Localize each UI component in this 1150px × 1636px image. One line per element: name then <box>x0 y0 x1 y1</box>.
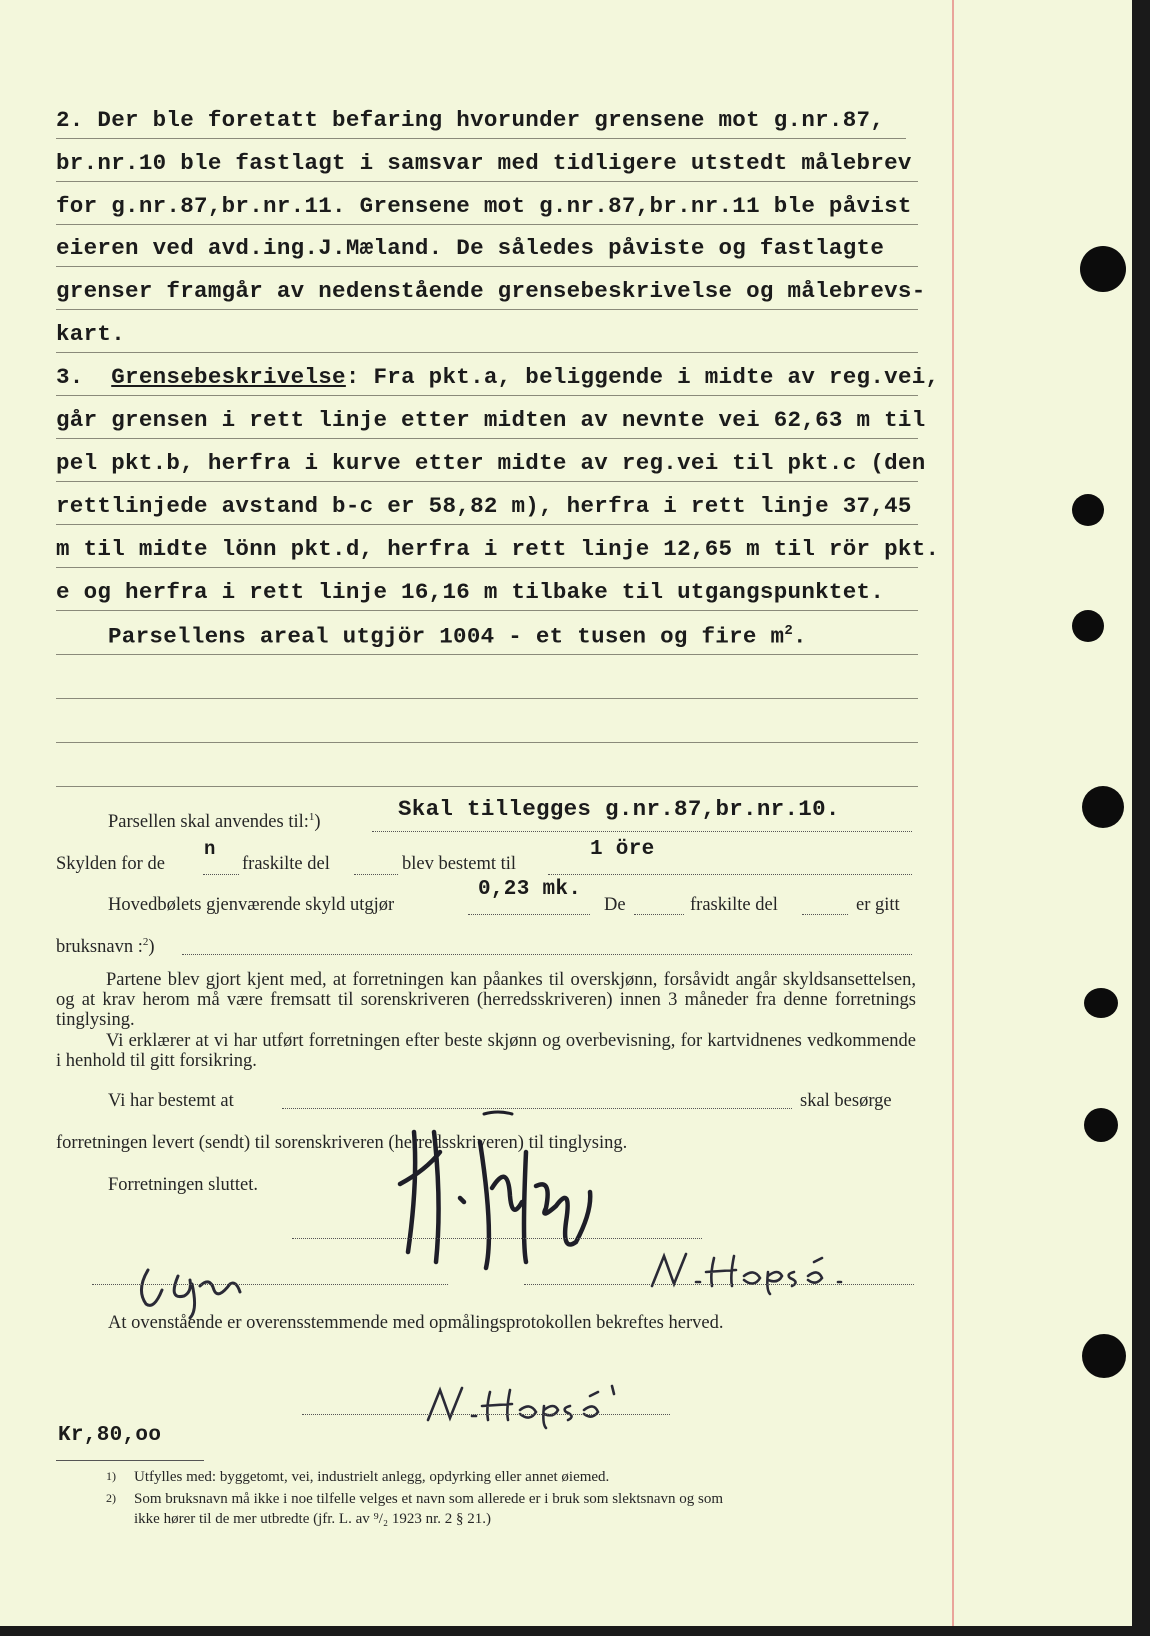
bruksnavn-label <box>56 936 155 958</box>
footnote-text: ikke hører til de mer utbredte (jfr. L. av ⁹/₂ 1923 nr. 2 § 21.) <box>134 1511 492 1527</box>
bruksnavn-close: ) <box>148 937 155 958</box>
punch-hole <box>1082 786 1124 828</box>
footnote-text: Utfylles med: byggetomt, vei, industrielt anlegg, opdyrking eller annet øiemed. <box>134 1469 610 1485</box>
bruksnavn-dotted <box>182 954 912 955</box>
typed-line: grenser framgår av nedenstående grensebeskrivelse og målebrevs- <box>56 278 926 304</box>
typed-line: rettlinjede avstand b-c er 58,82 m), herfra i rett linje 37,45 <box>56 493 912 519</box>
area-line <box>108 623 807 650</box>
punch-hole <box>1084 988 1118 1018</box>
use-close: ) <box>314 812 321 833</box>
ruled-line <box>56 786 918 787</box>
area-end: . <box>793 623 807 650</box>
skyld-value: 1 öre <box>590 838 655 861</box>
typed-line: kart. <box>56 321 126 347</box>
typed-line: går grensen i rett linje etter midten av nevnte vei 62,63 m til <box>56 407 926 433</box>
section3-first-text: : Fra pkt.a, beliggende i midte av reg.vei, <box>345 364 940 390</box>
notice-paragraph: Partene blev gjort kjent med, at forretningen kan påankes til overskjønn, forsåvidt angår skyldsansettelsen, og at krav herom må være fremsatt til sorenskriveren (herredsskriveren) innen 3 måneder fra denne forretnings tinglysing. <box>56 970 916 1030</box>
bestemt-label: Vi har bestemt at <box>108 1091 234 1111</box>
skyld-n: n <box>204 838 216 860</box>
ruled-line <box>56 654 918 655</box>
confirm-text: At ovenstående er overensstemmende med opmålingsprotokollen bekreftes herved. <box>108 1313 724 1333</box>
use-sup: 1 <box>308 811 315 823</box>
bruksnavn-sup: 2 <box>142 936 149 948</box>
ruled-line <box>56 181 918 182</box>
typed-line: pel pkt.b, herfra i kurve etter midte av reg.vei til pkt.c (den <box>56 450 926 476</box>
de-dotted <box>634 914 684 915</box>
typed-line: for g.nr.87,br.nr.11. Grensene mot g.nr.87,br.nr.11 ble påvist <box>56 193 912 219</box>
ruled-line <box>56 352 918 353</box>
bruksnavn-text: bruksnavn : <box>56 937 143 958</box>
levert-line: forretningen levert (sendt) til sorenskriveren (herredsskriveren) til tinglysing. <box>56 1133 628 1153</box>
ruled-line <box>56 224 918 225</box>
hoved-label: Hovedbølets gjenværende skyld utgjør <box>108 895 395 915</box>
de-label: De <box>604 895 626 915</box>
footnote-text: Som bruksnavn må ikke i noe tilfelle velges et navn som allerede er i bruk som slektsnavn og som <box>134 1491 724 1507</box>
area-sup: 2 <box>784 623 794 639</box>
ruled-line <box>56 481 918 482</box>
margin-line <box>952 0 954 1626</box>
declaration-paragraph: Vi erklærer at vi har utført forretningen efter beste skjønn og overbevisning, for kartvidnenes vedkommende i henhold til gitt forsikring. <box>56 1031 916 1071</box>
ruled-line <box>56 438 918 439</box>
ruled-line <box>56 698 918 699</box>
hoved-value: 0,23 mk. <box>478 878 582 901</box>
signature-dotted <box>292 1238 702 1239</box>
section3-number: 3. <box>56 364 84 390</box>
ruled-line <box>56 266 918 267</box>
ruled-line <box>56 524 918 525</box>
ruled-line <box>56 309 918 310</box>
fraskilte-del: fraskilte del <box>690 895 778 915</box>
punch-hole <box>1072 610 1104 642</box>
fee: Kr,80,oo <box>58 1424 162 1447</box>
signature-right <box>644 1246 854 1296</box>
footnote-mark: 2) <box>106 1491 116 1505</box>
fraskilte-dotted <box>802 914 848 915</box>
section3-first-line <box>56 364 939 390</box>
use-value: Skal tillegges g.nr.87,br.nr.10. <box>398 796 840 822</box>
footnote <box>106 1491 723 1508</box>
section3-heading: Grensebeskrivelse <box>111 364 346 390</box>
skyld-dotted <box>548 874 912 875</box>
skyld-dotted <box>354 874 398 875</box>
er-gitt: er gitt <box>856 895 900 915</box>
signature-dotted <box>92 1284 448 1285</box>
area-text: Parsellens areal utgjör 1004 - et tusen og fire m <box>108 623 785 650</box>
skyld-blev: blev bestemt til <box>402 854 517 874</box>
typed-line: 2. Der ble foretatt befaring hvorunder grensene mot g.nr.87, <box>56 107 885 133</box>
punch-hole <box>1084 1108 1118 1142</box>
typed-line: m til midte lönn pkt.d, herfra i rett linje 12,65 m til rör pkt. <box>56 536 940 562</box>
use-label-text: Parsellen skal anvendes til: <box>108 812 309 833</box>
signature-dotted <box>524 1284 914 1285</box>
ruled-line <box>56 138 906 139</box>
sluttet-label: Forretningen sluttet. <box>108 1175 259 1195</box>
signature-dotted <box>302 1414 670 1415</box>
typed-line: e og herfra i rett linje 16,16 m tilbake til utgangspunktet. <box>56 579 885 605</box>
skyld-fraskilte: fraskilte del <box>242 854 330 874</box>
skyld-label: Skylden for de <box>56 854 165 874</box>
punch-hole <box>1082 1334 1126 1378</box>
ruled-line <box>56 395 918 396</box>
skyld-dotted <box>203 874 239 875</box>
fee-rule <box>56 1460 204 1461</box>
besorge-label: skal besørge <box>800 1091 892 1111</box>
use-dotted-line <box>372 831 912 832</box>
signature-confirm <box>420 1380 630 1430</box>
ruled-line <box>56 742 918 743</box>
typed-line: eieren ved avd.ing.J.Mæland. De således påviste og fastlagte <box>56 235 885 261</box>
typed-line: br.nr.10 ble fastlagt i samsvar med tidligere utstedt målebrev <box>56 150 912 176</box>
footnote-mark: 1) <box>106 1469 116 1483</box>
use-label <box>108 811 321 833</box>
hoved-dotted <box>468 914 590 915</box>
ruled-line <box>56 610 918 611</box>
signature-left <box>128 1240 268 1320</box>
ruled-line <box>56 567 918 568</box>
signature-main <box>396 1092 606 1272</box>
footnote <box>106 1511 491 1528</box>
footnote <box>106 1469 609 1486</box>
punch-hole <box>1072 494 1104 526</box>
punch-hole <box>1080 246 1126 292</box>
